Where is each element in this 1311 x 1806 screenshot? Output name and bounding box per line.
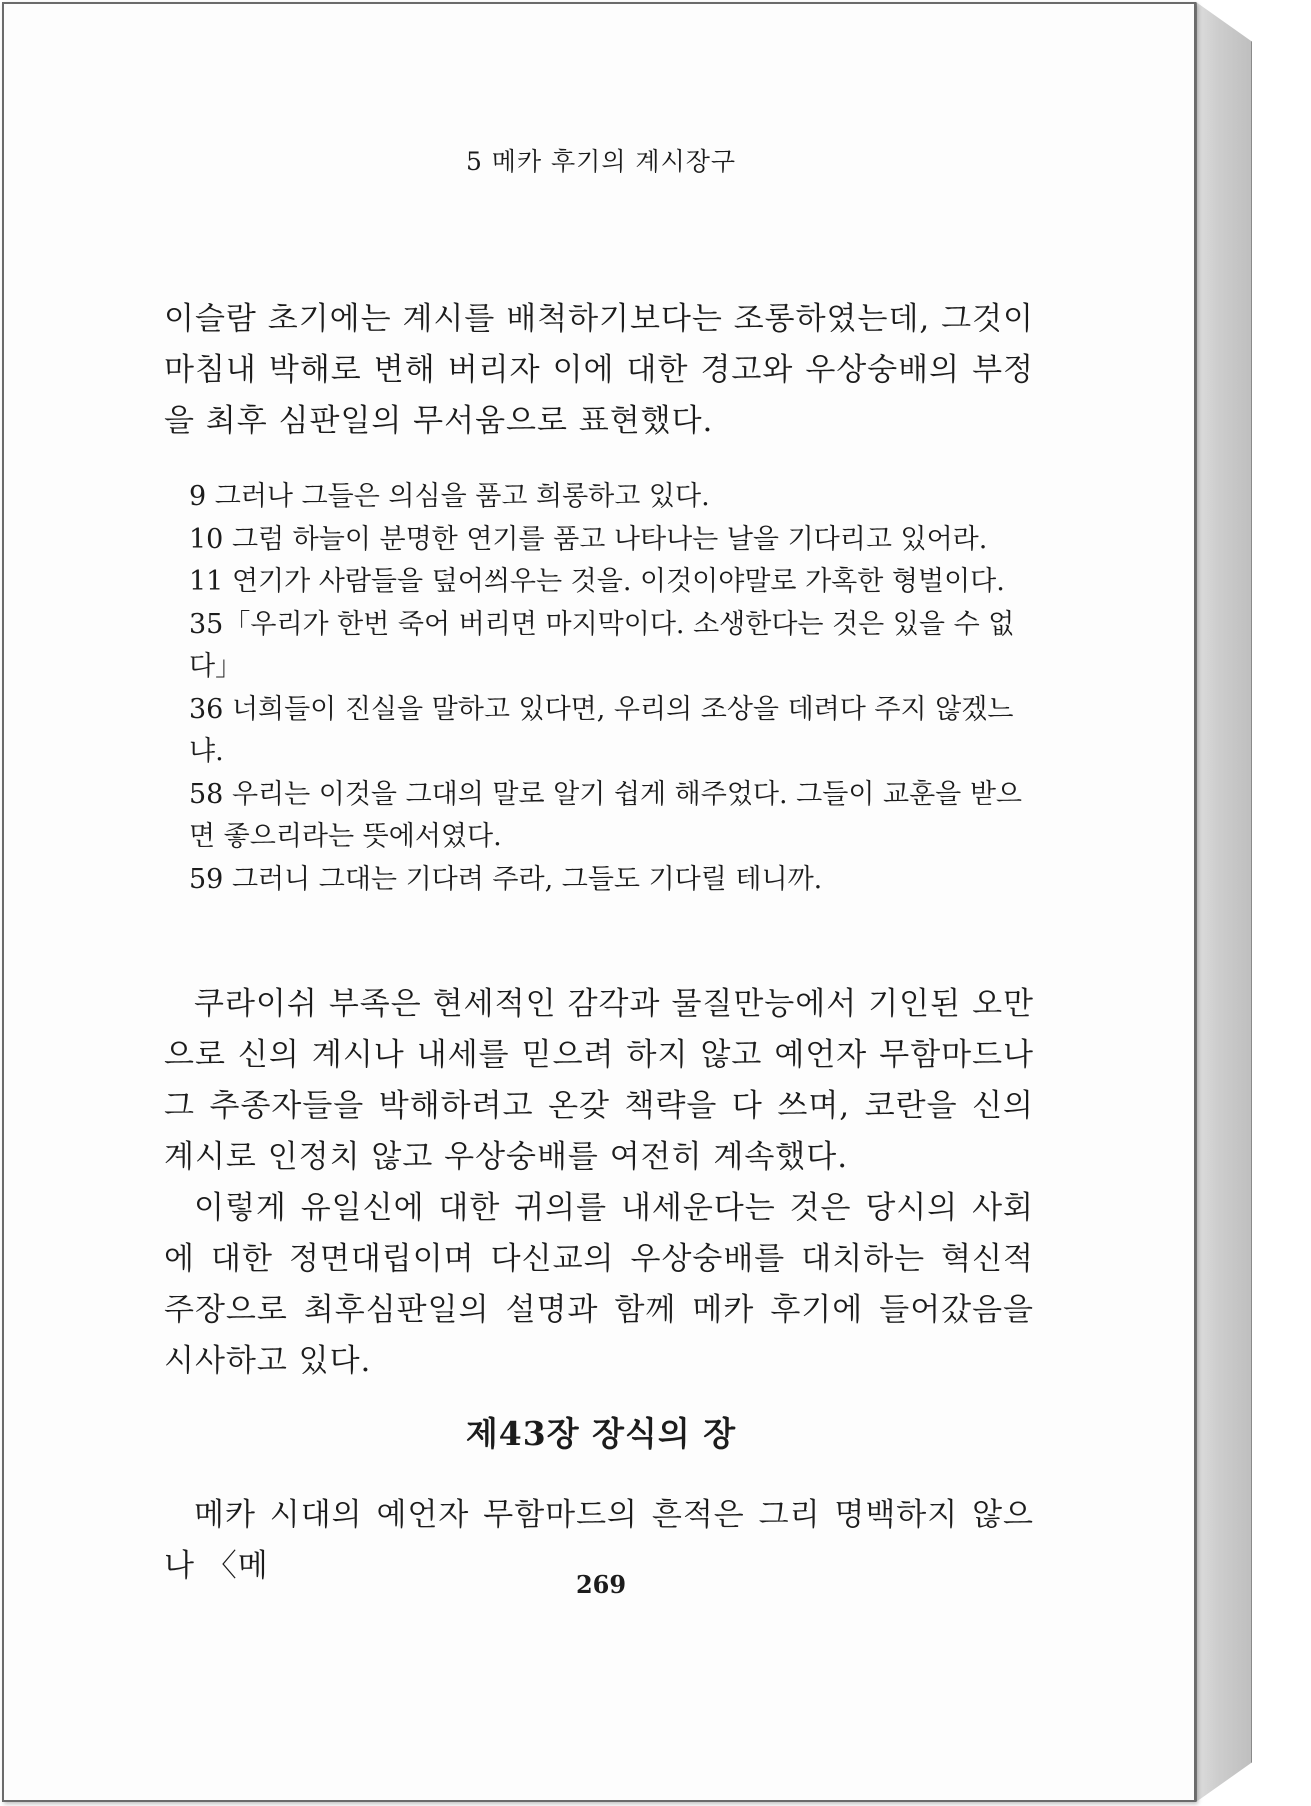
intro-section	[164, 294, 1034, 447]
intro-paragraph: 이슬람 초기에는 계시를 배척하기보다는 조롱하였는데, 그것이 마침내 박해로 변해 버리자 이에 대한 경고와 우상숭배의 부정을 최후 심판일의 무서움으로 표현했다.	[164, 301, 1034, 439]
verse-list	[164, 476, 1034, 901]
verse-58: 58 우리는 이것을 그대의 말로 알기 쉽게 해주었다. 그들이 교훈을 받으면 좋으리라는 뜻에서였다.	[189, 778, 1022, 852]
chapter-title: 제43장 장식의 장	[465, 1414, 737, 1453]
book-page	[2, 2, 1196, 1802]
book-page-edge	[1196, 2, 1252, 1802]
body-paragraph: 이렇게 유일신에 대한 귀의를 내세운다는 것은 당시의 사회에 대한 정면대립이며 다신교의 우상숭배를 대치하는 혁신적 주장으로 최후심판일의 설명과 함께 메카 후기에 들어갔음을 시사하고 있다.	[164, 1190, 1034, 1379]
verse-11: 11 연기가 사람들을 덮어씌우는 것을. 이것이야말로 가혹한 형벌이다.	[189, 566, 1005, 597]
verse-59: 59 그러니 그대는 기다려 주라, 그들도 기다릴 테니까.	[189, 863, 823, 895]
page-number: 269	[575, 1570, 627, 1599]
verse-35: 35「우리가 한번 죽어 버리면 마지막이다. 소생한다는 것은 있을 수 없다」	[189, 608, 1015, 682]
verse-9: 9 그러나 그들은 의심을 품고 희롱하고 있다.	[189, 481, 710, 512]
chapter-first-line: 메카 시대의 예언자 무함마드의 흔적은 그리 명백하지 않으나 〈메	[164, 1497, 1034, 1584]
body-section	[164, 979, 1034, 1387]
verse-36: 36 너희들이 진실을 말하고 있다면, 우리의 조상을 데려다 주지 않겠느냐.	[189, 693, 1014, 767]
verse-10: 10 그럼 하늘이 분명한 연기를 품고 나타나는 날을 기다리고 있어라.	[189, 523, 988, 555]
body-paragraph: 쿠라이쉬 부족은 현세적인 감각과 물질만능에서 기인된 오만으로 신의 계시나 내세를 믿으려 하지 않고 예언자 무함마드나 그 추종자들을 박해하려고 온갖 책략을 다 쓰며, 코란을 신의 계시로 인정치 않고 우상숭배를 여전히 계속했다.	[164, 986, 1034, 1175]
running-header: 5 메카 후기의 계시장구	[465, 147, 737, 176]
